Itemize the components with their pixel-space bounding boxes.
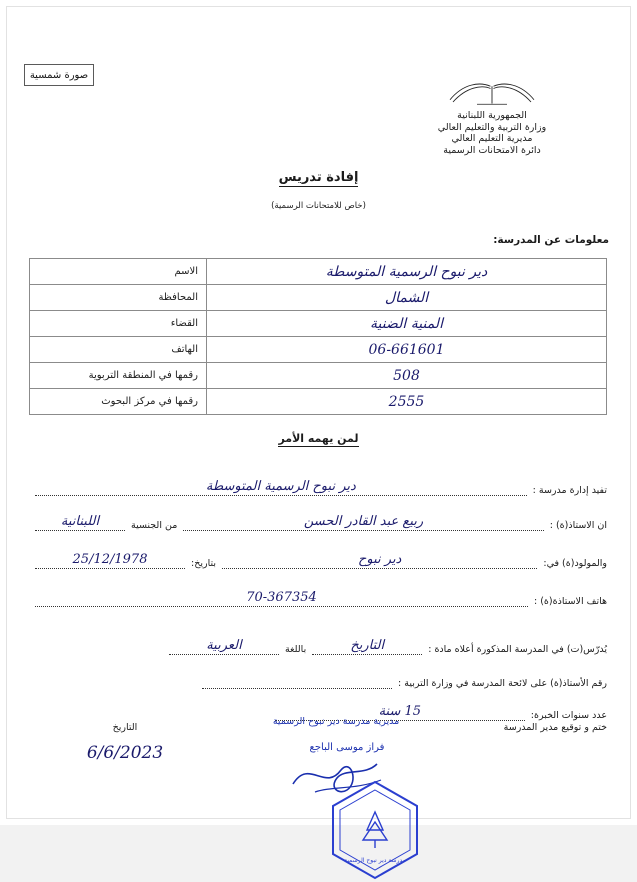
statement-label-teacher-phone: هاتف الاستاذة(ة) : [534,596,607,607]
statement-mid-language: باللغة [284,644,307,655]
statement-label-list-number: رقم الأستاذ(ة) على لائحة المدرسة في وزارة التربية : [398,678,607,689]
research-center-number-label: رقمها في مركز البحوث [30,389,207,415]
statement-fill-school [35,480,527,496]
phone-label: الهاتف [30,337,207,363]
statement-label-school: تفيد إدارة مدرسة : [532,485,607,496]
ministry-header [377,80,607,156]
ministry-line-3: مديرية التعليم العالي [451,133,533,144]
ministry-emblem-icon [447,80,537,106]
statement-fill-birthdate [35,553,185,569]
stamp-signature-label: ختم و توقيع مدير المدرسة [503,722,607,733]
statement-ink-birthdate: 25/12/1978 [72,552,148,567]
school-name-value: دير نبوح الرسمية المتوسطة [207,259,607,285]
district-value: المنية الضنية [207,311,607,337]
table-row [30,363,607,389]
date-value: 6/6/2023 [86,743,164,763]
school-name-label: الاسم [30,259,207,285]
school-directorate-text: مديرية مدرسة دير نبوح الرسمية [272,716,400,727]
principal-name-text: فراز موسى الباجع [309,742,385,753]
statement-fill-teacher-name [183,515,543,531]
school-info-section-label: معلومات عن المدرسة: [493,234,609,246]
school-info-table [29,258,607,415]
table-row [30,311,607,337]
governorate-value: الشمال [207,285,607,311]
education-area-number-value: 508 [207,363,607,389]
statement-ink-birthplace: دير نبوح [357,552,402,567]
table-row [30,337,607,363]
statement-ink-experience: 15 سنة [378,704,422,719]
statement-fill-list-number [202,673,392,689]
statement-fill-teacher-phone [35,591,528,607]
photo-placeholder-box [24,64,94,86]
statement-fill-birthplace [222,553,537,569]
education-area-number-label: رقمها في المنطقة التربوية [30,363,207,389]
statement-row-list-number [29,661,607,691]
statement-mid-nationality: من الجنسية [131,520,178,531]
statement-fill-subject [312,639,422,655]
statement-ink-language: العربية [206,638,242,653]
governorate-label: المحافظة [30,285,207,311]
statement-ink-subject: التاريخ [350,638,385,653]
statement-ink-school: دير نبوح الرسمية المتوسطة [205,479,356,494]
statement-ink-teacher-name: ربيع عبد القادر الحسن [303,514,424,529]
statement-row-subject [29,627,607,657]
statement-row-teacher-phone [29,579,607,609]
statement-label-teacher: ان الاستاذ(ة) : [549,520,607,531]
table-row [30,285,607,311]
phone-value: 06-661601 [207,337,607,363]
statement-label-subject: يُدرّس(ت) في المدرسة المذكورة أعلاه مادة : [428,644,607,655]
district-label: القضاء [30,311,207,337]
statement-label-birthplace: والمولود(ة) في: [543,558,607,569]
date-block [60,722,190,763]
statement-ink-teacher-phone: 70-367354 [246,590,317,605]
statement-row-birth [29,541,607,571]
ministry-line-4: دائرة الامتحانات الرسمية [443,144,541,156]
statement-fill-language [169,639,279,655]
statement-row-teacher [29,503,607,533]
statement-fill-nationality [35,515,125,531]
statement-mid-birthdate: بتاريخ: [191,558,216,569]
svg-text:مدرسة دير نبوح الرسمية: مدرسة دير نبوح الرسمية [344,857,406,864]
document-title [0,170,637,185]
statement-ink-nationality: اللبنانية [60,514,100,529]
official-school-stamp [323,778,427,882]
document-title-text: إفادة تدريس [278,170,359,185]
statement-label-experience: عدد سنوات الخبرة: [530,710,607,721]
photo-placeholder-label: صورة شمسية [29,69,89,81]
ministry-line-1: الجمهورية اللبنانية [457,110,527,121]
date-label: التاريخ [112,722,138,733]
research-center-number-value: 2555 [207,389,607,415]
statement-row-school [29,468,607,498]
ministry-line-2: وزارة التربية والتعليم العالي [437,121,547,133]
document-subtitle: (خاص للامتحانات الرسمية) [271,201,366,211]
table-row [30,389,607,415]
table-row [30,259,607,285]
to-whom-it-may-concern-label: لمن يهمه الأمر [278,432,359,445]
